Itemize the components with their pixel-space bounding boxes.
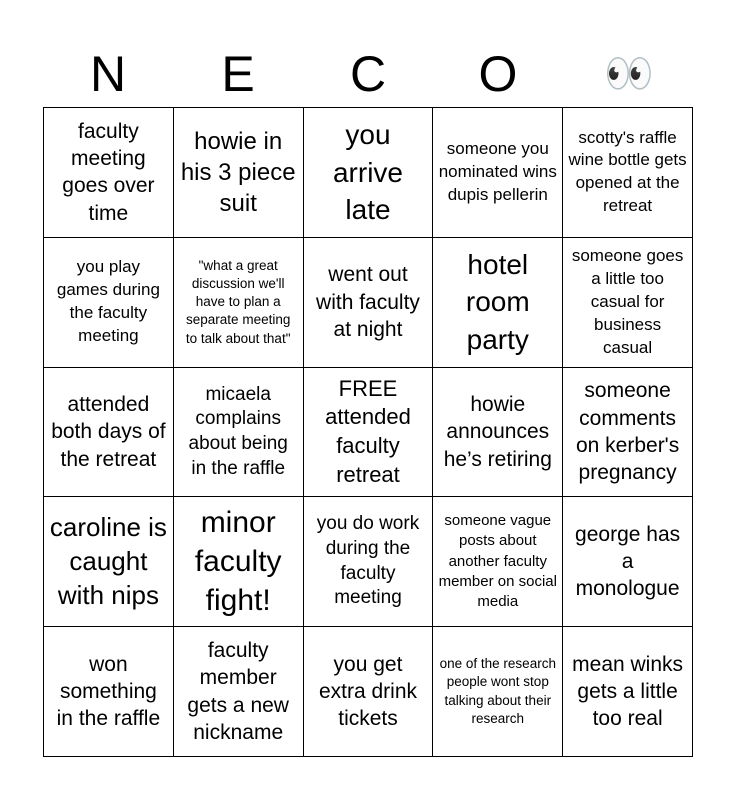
header-letter-c: C <box>349 46 387 102</box>
bingo-cell-r3c3-free[interactable] <box>304 368 434 498</box>
cell-text: went out with faculty at night <box>316 263 420 341</box>
cell-text: caroline is caught with nips <box>49 512 167 610</box>
bingo-cell-r5c5[interactable] <box>563 627 693 757</box>
bingo-cell-r3c4[interactable] <box>433 368 563 498</box>
bingo-cell-r1c5[interactable] <box>563 108 693 238</box>
cell-text: you get extra drink tickets <box>318 652 418 731</box>
bingo-cell-r4c5[interactable] <box>563 497 693 627</box>
header-letter-e: E <box>221 46 255 102</box>
bingo-cell-r1c4[interactable] <box>433 108 563 238</box>
bingo-cell-r4c4[interactable] <box>433 497 563 627</box>
bingo-cell-r3c5[interactable] <box>563 368 693 498</box>
header-letter-o: O <box>478 46 518 102</box>
cell-text: someone vague posts about another faculty member on social media <box>438 512 557 611</box>
header-letter-n: N <box>89 46 127 102</box>
cell-text: you do work during the faculty meeting <box>316 513 420 609</box>
bingo-cell-r2c3[interactable] <box>304 238 434 368</box>
cell-text: you play games during the faculty meeting <box>56 257 160 346</box>
bingo-cell-r3c2[interactable] <box>174 368 304 498</box>
cell-text: "what a great discussion we'll have to plan a separate meeting to talk about that" <box>185 257 291 346</box>
bingo-cell-r5c1[interactable] <box>44 627 174 757</box>
cell-text: one of the research people wont stop talking about their research <box>439 656 556 726</box>
bingo-cell-r5c2[interactable] <box>174 627 304 757</box>
bingo-cell-r1c3[interactable] <box>304 108 434 238</box>
cell-text: attended both days of the retreat <box>51 393 166 471</box>
bingo-cell-r1c1[interactable] <box>44 108 174 238</box>
bingo-cell-r2c1[interactable] <box>44 238 174 368</box>
bingo-cell-r4c2[interactable] <box>174 497 304 627</box>
cell-text: minor faculty fight! <box>194 506 282 618</box>
cell-text: george has a monologue <box>575 522 681 601</box>
bingo-header <box>43 40 693 108</box>
cell-text: hotel room party <box>465 248 530 356</box>
cell-text: micaela complains about being in the raffle <box>188 383 288 479</box>
cell-text: faculty member gets a new nickname <box>187 639 289 744</box>
bingo-cell-r2c4[interactable] <box>433 238 563 368</box>
cell-text: faculty meeting goes over time <box>62 119 155 225</box>
cell-text: won something in the raffle <box>56 652 161 731</box>
bingo-cell-r3c1[interactable] <box>44 368 174 498</box>
bingo-cell-r5c4[interactable] <box>433 627 563 757</box>
cell-text: you arrive late <box>332 118 403 226</box>
bingo-cell-r4c1[interactable] <box>44 497 174 627</box>
cell-text: howie in his 3 piece suit <box>180 127 296 217</box>
bingo-cell-r4c3[interactable] <box>304 497 434 627</box>
cell-text: scotty's raffle wine bottle gets opened at the retreat <box>568 127 687 216</box>
bingo-cell-r1c2[interactable] <box>174 108 304 238</box>
cell-text: FREE attended faculty retreat <box>325 375 411 487</box>
cell-text: mean winks gets a little too real <box>572 652 684 731</box>
cell-text: someone comments on kerber's pregnancy <box>575 379 680 485</box>
eyes-icon: 👀 <box>604 51 652 97</box>
bingo-cell-r2c2[interactable] <box>174 238 304 368</box>
bingo-cell-r5c3[interactable] <box>304 627 434 757</box>
bingo-board <box>43 107 693 757</box>
bingo-cell-r2c5[interactable] <box>563 238 693 368</box>
cell-text: someone you nominated wins dupis pellerin <box>438 138 557 204</box>
cell-text: howie announces he’s retiring <box>443 393 552 471</box>
cell-text: someone goes a little too casual for business casual <box>571 245 684 357</box>
